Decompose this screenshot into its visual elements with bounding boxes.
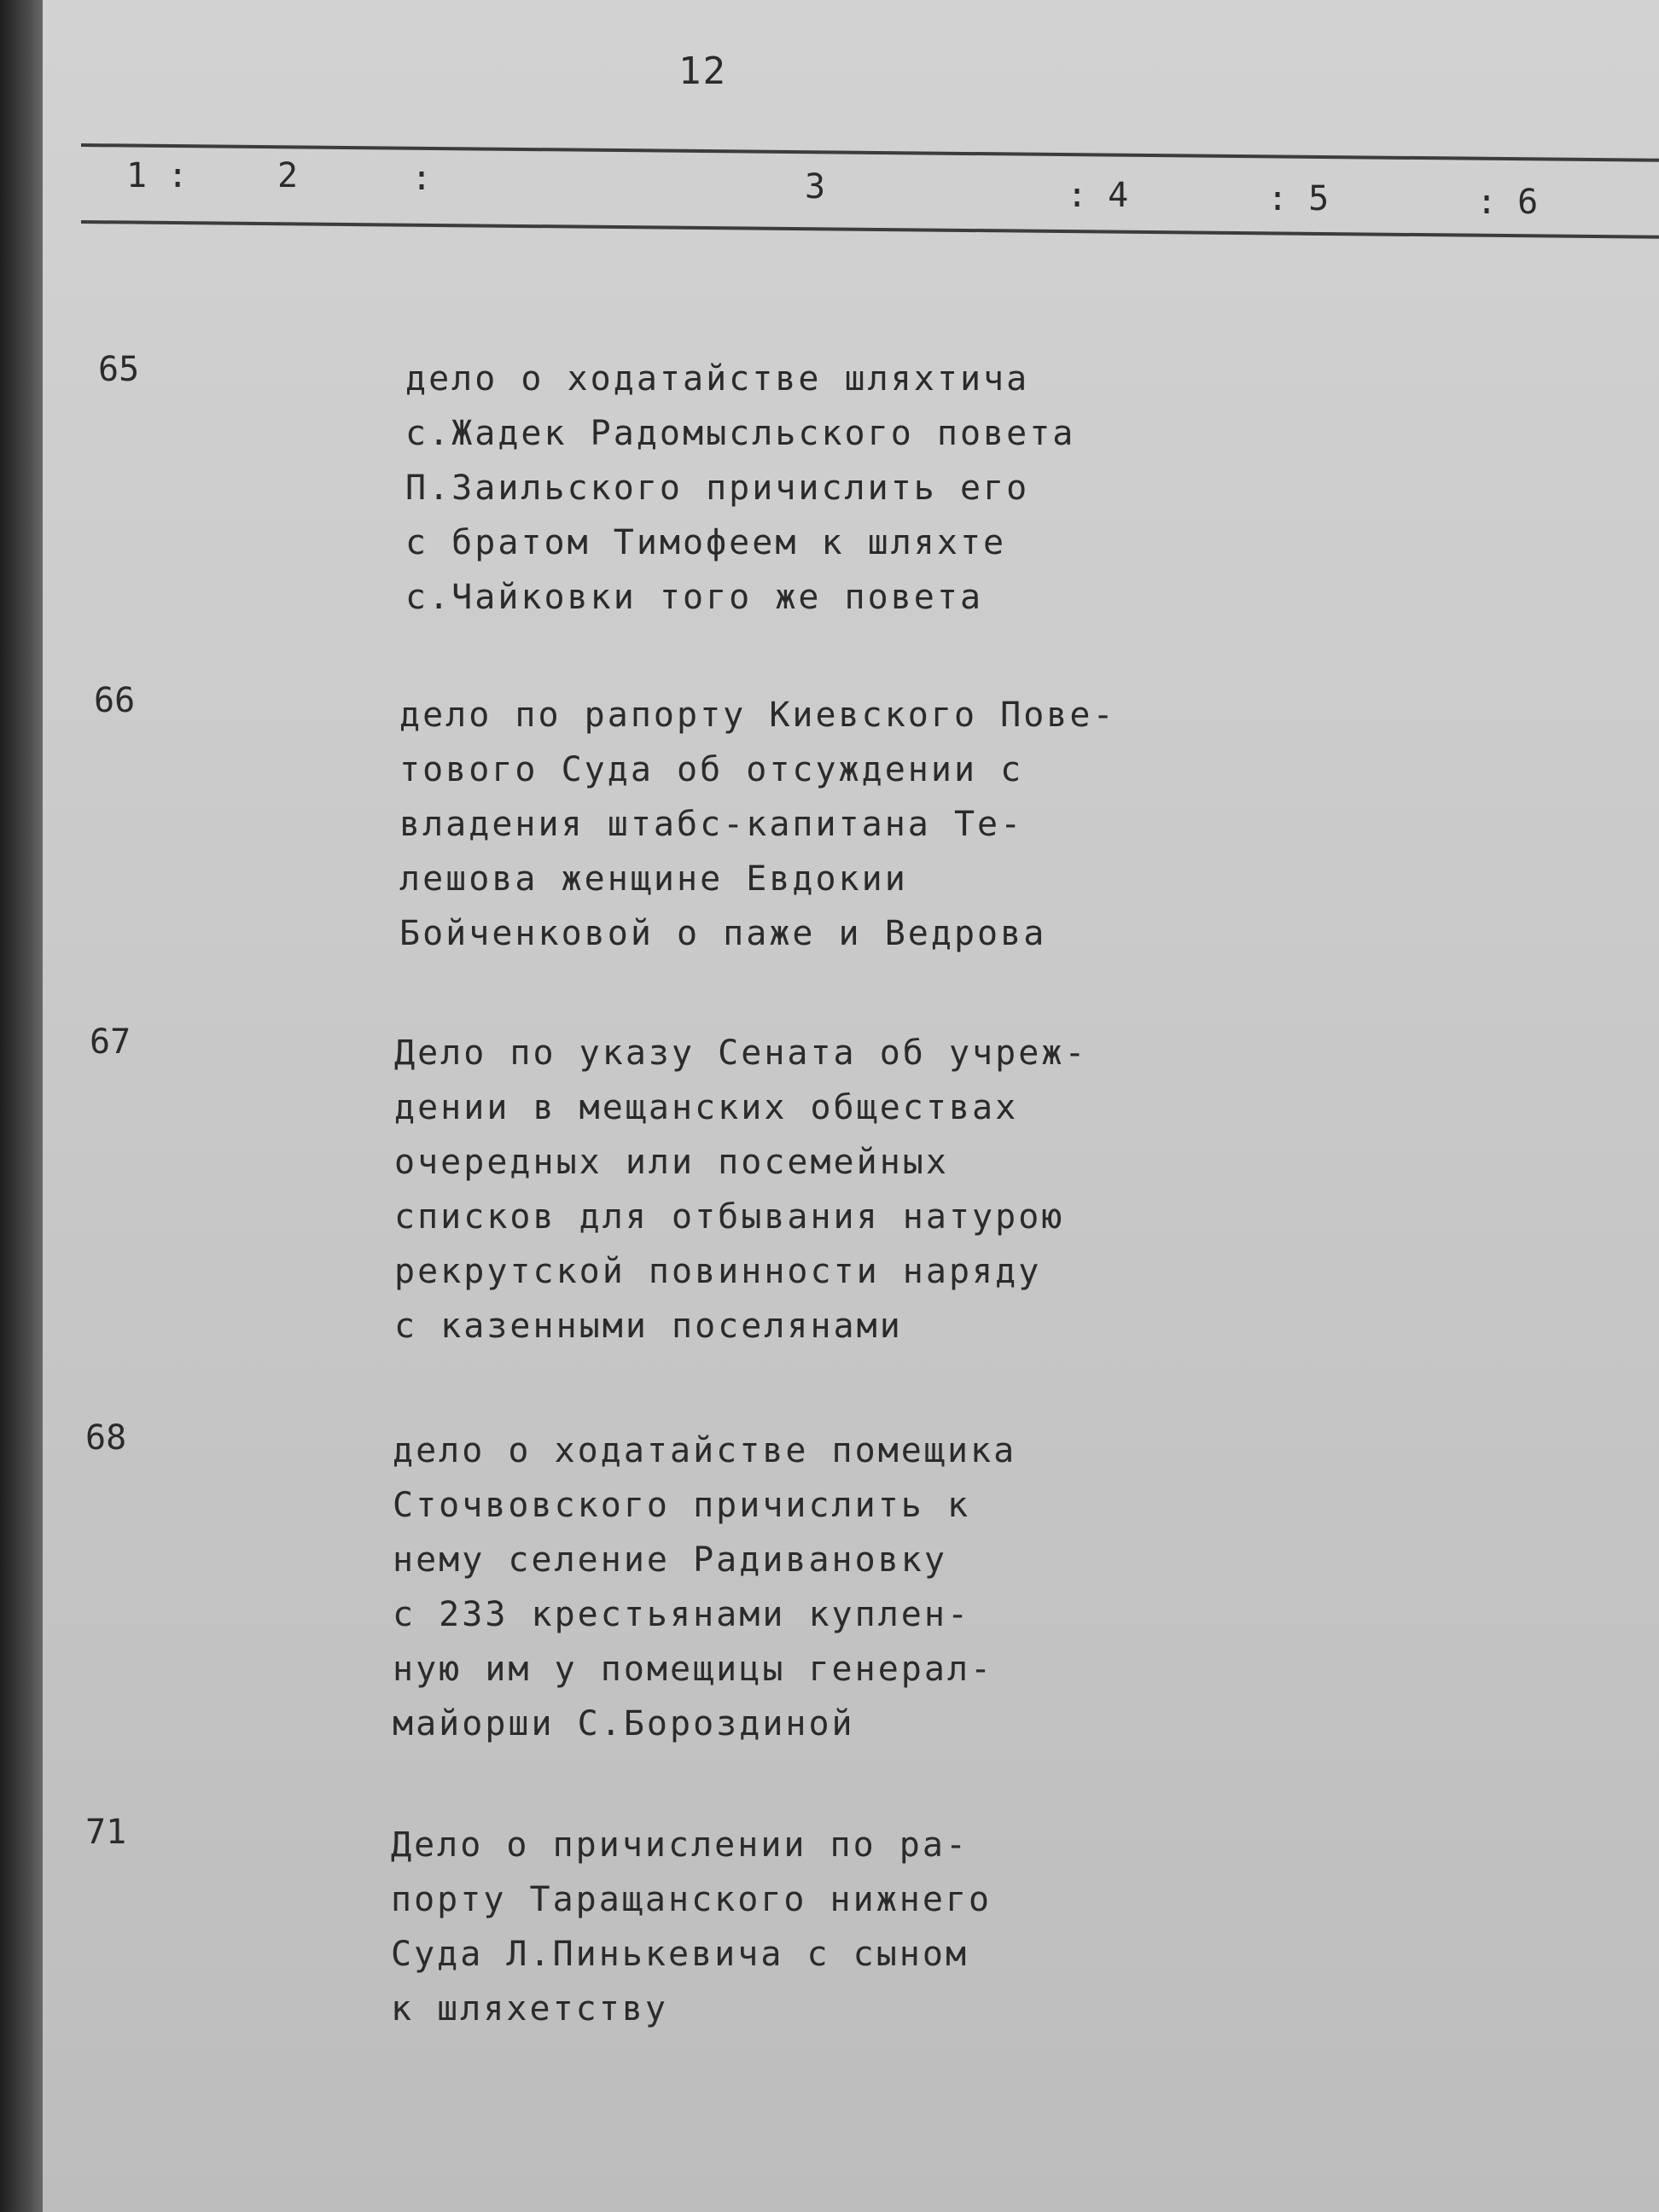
entry-line: Бойченковой о паже и Ведрова (399, 914, 1047, 953)
entry-line: майорши С.Бороздиной (393, 1704, 855, 1743)
entry-number: 68 (85, 1418, 127, 1458)
page-number: 12 (678, 49, 727, 93)
entry-line: Суда Л.Пинькевича с сыном (391, 1935, 969, 1974)
entry-line: П.Заильского причислить его (405, 469, 1030, 508)
entry-description (399, 688, 1116, 961)
entry-number: 71 (85, 1813, 127, 1852)
entry-line: дело о ходатайстве помещика (393, 1431, 1017, 1470)
column-header-2: 2 (277, 156, 299, 195)
entry-number: 65 (98, 350, 140, 389)
entry-line: дении в мещанских обществах (394, 1088, 1019, 1127)
entry-description (405, 352, 1075, 625)
entry-number: 66 (94, 681, 136, 720)
header-top-rule (81, 143, 1659, 162)
entry-line: Дело о причислении по ра- (391, 1825, 969, 1865)
entry-line: ную им у помещицы генерал- (393, 1650, 994, 1689)
entry-line: Дело по указу Сената об учреж- (394, 1033, 1088, 1073)
entry-line: порту Таращанского нижнего (391, 1880, 992, 1919)
entry-line: лешова женщине Евдокии (399, 859, 908, 899)
entry-line: дело по рапорту Киевского Пове- (399, 696, 1116, 735)
entry-line: очередных или посемейных (394, 1143, 949, 1182)
entry-line: к шляхетству (391, 1989, 668, 2029)
entry-line: с казенными поселянами (394, 1307, 903, 1346)
entry-line: списков для отбывания натурою (394, 1197, 1065, 1237)
entry-description (393, 1423, 1016, 1751)
entry-line: с братом Тимофеем к шляхте (405, 523, 1007, 562)
entry-description (391, 1818, 992, 2036)
column-header-6: : 6 (1476, 183, 1539, 222)
entry-line: с.Чайковки того же повета (405, 578, 984, 617)
entry-description (394, 1026, 1087, 1353)
column-header-4: : 4 (1067, 176, 1129, 215)
header-bottom-rule (81, 220, 1659, 239)
entry-line: владения штабс-капитана Те- (399, 805, 1024, 844)
entry-line: тового Суда об отсуждении с (399, 750, 1024, 789)
entry-line: с 233 крестьянами куплен- (393, 1595, 971, 1634)
entry-line: с.Жадек Радомысльского повета (405, 414, 1076, 453)
entry-line: рекрутской повинности наряду (394, 1252, 1042, 1291)
column-header-5: : 5 (1267, 179, 1330, 218)
document-page (43, 0, 1659, 2212)
entry-number: 67 (90, 1022, 131, 1062)
entry-line: нему селение Радивановку (393, 1540, 947, 1580)
entry-line: Сточвовского причислить к (393, 1486, 971, 1525)
column-header-1: 1 : (126, 156, 189, 195)
entry-line: дело о ходатайстве шляхтича (405, 359, 1030, 399)
column-header-separator: : (411, 159, 433, 198)
column-header-3: 3 (805, 167, 826, 207)
